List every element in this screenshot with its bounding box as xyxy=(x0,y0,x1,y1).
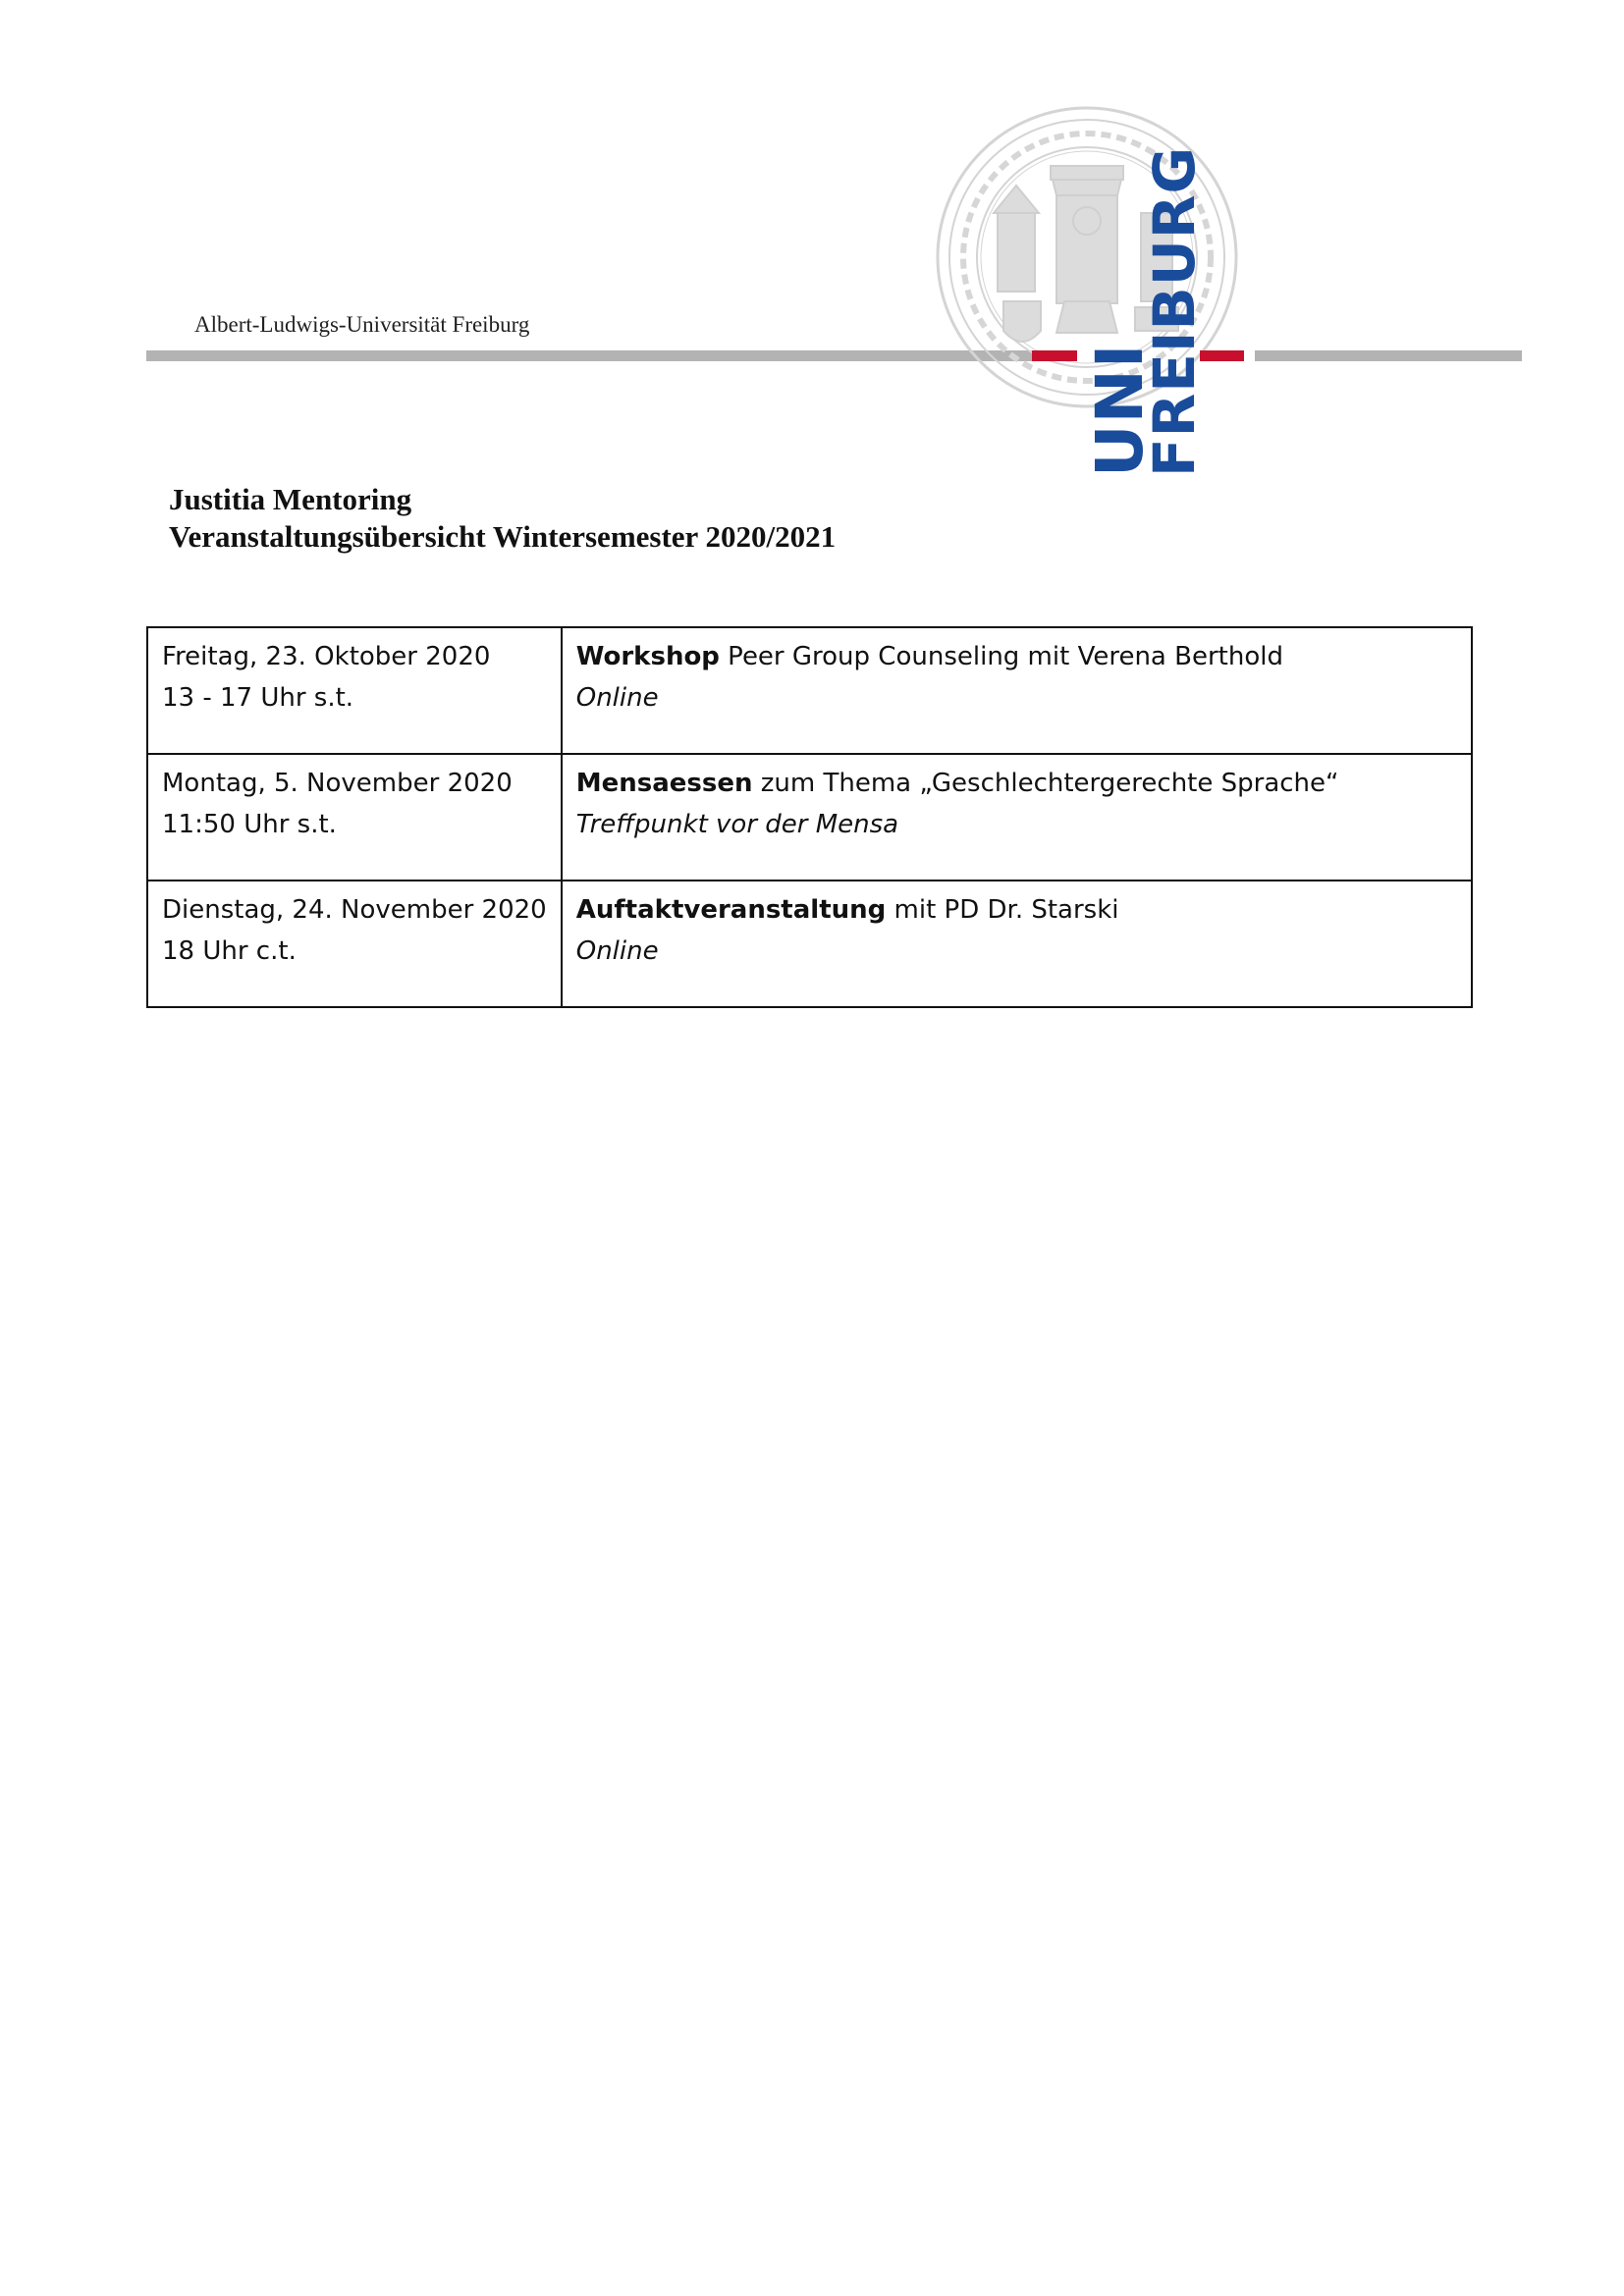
event-date-cell xyxy=(147,881,562,1007)
table-row xyxy=(147,881,1472,1007)
event-title-rest: Peer Group Counseling mit Verena Berthold xyxy=(719,642,1283,671)
logo-uni-text: UNI xyxy=(1082,343,1158,477)
event-location: Treffpunkt vor der Mensa xyxy=(575,810,899,839)
event-time: 11:50 Uhr s.t. xyxy=(162,810,337,839)
title-line-1: Justitia Mentoring xyxy=(169,482,412,516)
table-row xyxy=(147,627,1472,754)
event-details-cell xyxy=(562,881,1472,1007)
event-location: Online xyxy=(575,936,659,966)
events-table xyxy=(146,626,1473,1008)
document-title xyxy=(169,481,836,556)
event-details-cell xyxy=(562,754,1472,881)
header-rule-right xyxy=(1255,350,1522,361)
logo-accent-left xyxy=(1032,350,1077,361)
event-title xyxy=(576,763,1457,804)
event-date: Freitag, 23. Oktober 2020 xyxy=(162,642,491,671)
event-title xyxy=(576,636,1457,677)
uni-freiburg-logo xyxy=(1080,145,1208,481)
university-name: Albert-Ludwigs-Universität Freiburg xyxy=(194,312,530,337)
event-time: 18 Uhr c.t. xyxy=(162,936,297,966)
event-title-bold: Workshop xyxy=(575,642,720,671)
event-date: Montag, 5. November 2020 xyxy=(162,769,513,798)
event-title-bold: Auftaktveranstaltung xyxy=(575,895,887,925)
table-row xyxy=(147,754,1472,881)
event-time: 13 - 17 Uhr s.t. xyxy=(162,683,354,713)
event-location: Online xyxy=(575,683,659,713)
event-title-bold: Mensaessen xyxy=(575,769,753,798)
event-title-rest: mit PD Dr. Starski xyxy=(886,895,1119,925)
header-rule-left xyxy=(146,350,1032,361)
event-date: Dienstag, 24. November 2020 xyxy=(162,895,547,925)
event-details-cell xyxy=(562,627,1472,754)
event-date-cell xyxy=(147,754,562,881)
event-title xyxy=(576,889,1457,931)
event-date-cell xyxy=(147,627,562,754)
logo-freiburg-text: FREIBURG xyxy=(1141,145,1208,477)
title-line-2: Veranstaltungsübersicht Wintersemester 2020/2021 xyxy=(169,519,837,554)
event-title-rest: zum Thema „Geschlechtergerechte Sprache“ xyxy=(752,769,1339,798)
